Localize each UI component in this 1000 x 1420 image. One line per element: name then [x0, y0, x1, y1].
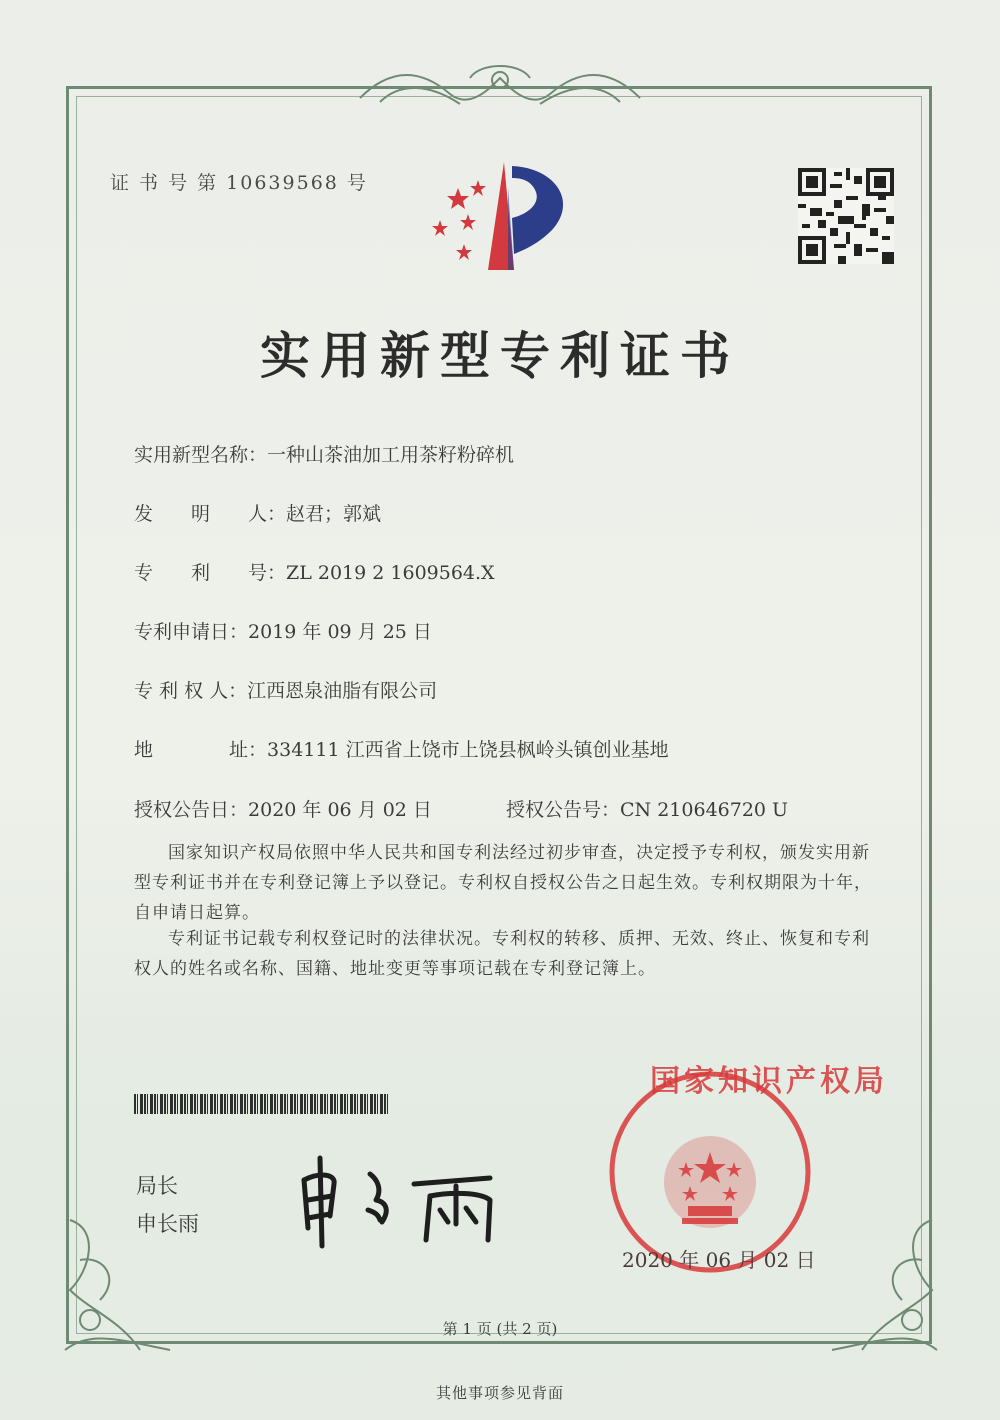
- field-announcement-number: [506, 795, 788, 822]
- field-label: 专 利 权 人：: [134, 680, 248, 702]
- field-value: CN 210646720 U: [620, 799, 789, 821]
- field-value: 一种山茶油加工用茶籽粉碎机: [267, 444, 515, 466]
- top-ornament-icon: [350, 58, 650, 122]
- field-announcement-date: [134, 795, 432, 822]
- seal-date: 2020 年 06 月 02 日: [622, 1248, 816, 1272]
- field-value: ZL 2019 2 1609564.X: [286, 562, 495, 584]
- patent-office-logo-icon: [428, 158, 578, 276]
- field-label: 专利申请日：: [134, 621, 249, 643]
- director-title: 局长: [136, 1174, 178, 1198]
- seal-text: 国家知识产权局: [650, 1064, 888, 1099]
- field-patent-number: [134, 558, 495, 585]
- legal-status-paragraph: 专利证书记载专利权登记时的法律状况。专利权的转移、质押、无效、终止、恢复和专利权人的姓名或名称、国籍、地址变更等事项记载在专利登记簿上。: [134, 929, 870, 979]
- footer-note: 其他事项参见背面: [435, 1384, 564, 1402]
- qr-code-icon: [798, 168, 894, 264]
- page-number: 第 1 页 (共 2 页): [442, 1320, 558, 1338]
- field-value: 2020 年 06 月 02 日: [248, 799, 432, 821]
- field-application-date: [134, 617, 432, 644]
- barcode: [134, 1094, 388, 1114]
- field-address: [134, 735, 669, 762]
- field-label: 地 址：: [134, 739, 268, 761]
- certificate-number: 证 书 号 第 10639568 号: [110, 172, 368, 194]
- field-label: 实用新型名称：: [134, 444, 268, 466]
- director-name: 申长雨: [136, 1212, 199, 1236]
- field-value: 2019 年 09 月 25 日: [248, 621, 432, 643]
- field-value: 赵君；郭斌: [286, 503, 382, 525]
- field-utility-model-name: [134, 440, 514, 467]
- field-value: 江西恩泉油脂有限公司: [247, 680, 438, 702]
- handwritten-signature: [290, 1150, 510, 1250]
- certificate-title: 实用新型专利证书: [260, 326, 740, 385]
- field-patentee: [134, 676, 437, 703]
- field-label: 专 利 号：: [134, 562, 287, 584]
- field-label: 授权公告日：: [134, 799, 249, 821]
- field-label: 授权公告号：: [506, 799, 621, 821]
- grant-paragraph: 国家知识产权局依照中华人民共和国专利法经过初步审查，决定授予专利权，颁发实用新型专利证书并在专利登记簿上予以登记。专利权自授权公告之日起生效。专利权期限为十年，自申请日起算。: [134, 843, 872, 923]
- field-value: 334111 江西省上饶市上饶县枫岭头镇创业基地: [267, 739, 669, 761]
- field-inventor: [134, 499, 381, 526]
- field-label: 发 明 人：: [134, 503, 287, 525]
